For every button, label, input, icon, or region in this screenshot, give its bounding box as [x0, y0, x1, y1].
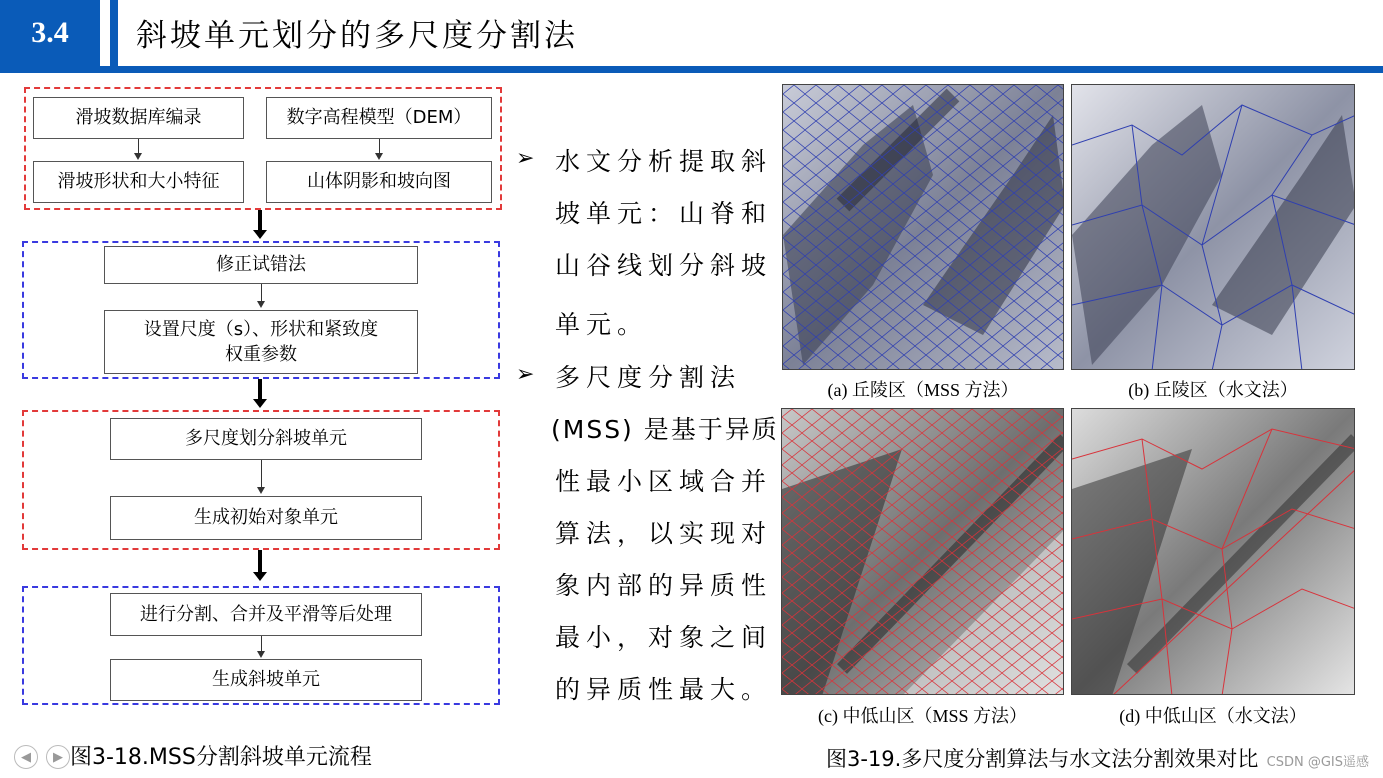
flow-arrow — [261, 284, 262, 306]
prev-slide-button[interactable]: ◀ — [14, 745, 38, 769]
figure-caption: 图3-19.多尺度分割算法与水文法分割效果对比 — [826, 747, 1259, 771]
slide-title: 斜坡单元划分的多尺度分割法 — [136, 18, 578, 54]
flow-box-trial-error: 修正试错法 — [104, 246, 418, 284]
header-divider — [0, 66, 1383, 73]
flow-box-initial-objects: 生成初始对象单元 — [110, 496, 422, 540]
header-accent-bar — [110, 0, 118, 66]
figure-caption-c: (c) 中低山区（MSS 方法） — [817, 706, 1027, 726]
bullet-arrow-icon: ➢ — [516, 362, 535, 387]
header-gap — [100, 0, 110, 66]
flow-box-set-params-line2: 权重参数 — [225, 344, 297, 365]
bullet2-line: 多尺度分割法 — [555, 363, 742, 392]
bullet2-line: (MSS) 是基于异质 — [551, 415, 779, 444]
figure-image-d — [1071, 408, 1355, 695]
flow-arrow — [261, 636, 262, 656]
flow-arrow — [379, 139, 380, 158]
flow-arrow-thick — [258, 379, 262, 404]
flow-box-set-params — [104, 310, 418, 374]
flow-arrow-thick — [258, 210, 262, 235]
flow-box-landslide-shape: 滑坡形状和大小特征 — [33, 161, 244, 203]
flow-box-set-params-line1: 设置尺度（s）、形状和紧致度 — [143, 318, 379, 340]
bullet1-line: 山谷线划分斜坡 — [555, 251, 773, 280]
flow-box-dem: 数字高程模型（DEM） — [266, 97, 492, 139]
flow-arrow — [261, 460, 262, 492]
bullet2-line: 算法，以实现对 — [555, 519, 773, 548]
bullet1-line: 单元。 — [555, 310, 649, 339]
figure-caption-d: (d) 中低山区（水文法） — [1119, 706, 1307, 726]
flow-box-hillshade: 山体阴影和坡向图 — [266, 161, 492, 203]
flow-box-landslide-db: 滑坡数据库编录 — [33, 97, 244, 139]
flow-arrow — [138, 139, 139, 158]
watermark: CSDN @GIS遥感 — [1266, 755, 1369, 770]
flow-box-slope-units: 生成斜坡单元 — [110, 659, 422, 701]
figure-image-b — [1071, 84, 1355, 370]
figure-image-c — [781, 408, 1064, 695]
flowchart-caption: 图3-18.MSS分割斜坡单元流程 — [70, 745, 372, 770]
bullet1-line: 坡单元：山脊和 — [555, 199, 773, 228]
bullet2-line: 性最小区域合并 — [555, 467, 773, 496]
flow-box-postprocess: 进行分割、合并及平滑等后处理 — [110, 593, 422, 636]
figure-image-a — [782, 84, 1064, 370]
section-number: 3.4 — [0, 0, 100, 66]
flow-box-multiscale: 多尺度划分斜坡单元 — [110, 418, 422, 460]
figure-caption-a: (a) 丘陵区（MSS 方法） — [827, 380, 1019, 400]
figure-caption-b: (b) 丘陵区（水文法） — [1128, 380, 1298, 400]
flow-arrow-thick — [258, 550, 262, 577]
bullet2-line: 的异质性最大。 — [555, 675, 773, 704]
bullet2-line: 最小，对象之间 — [555, 623, 773, 652]
bullet-arrow-icon: ➢ — [516, 146, 535, 171]
bullet1-line: 水文分析提取斜 — [555, 147, 773, 176]
next-slide-button[interactable]: ▶ — [46, 745, 70, 769]
bullet2-line: 象内部的异质性 — [555, 571, 773, 600]
